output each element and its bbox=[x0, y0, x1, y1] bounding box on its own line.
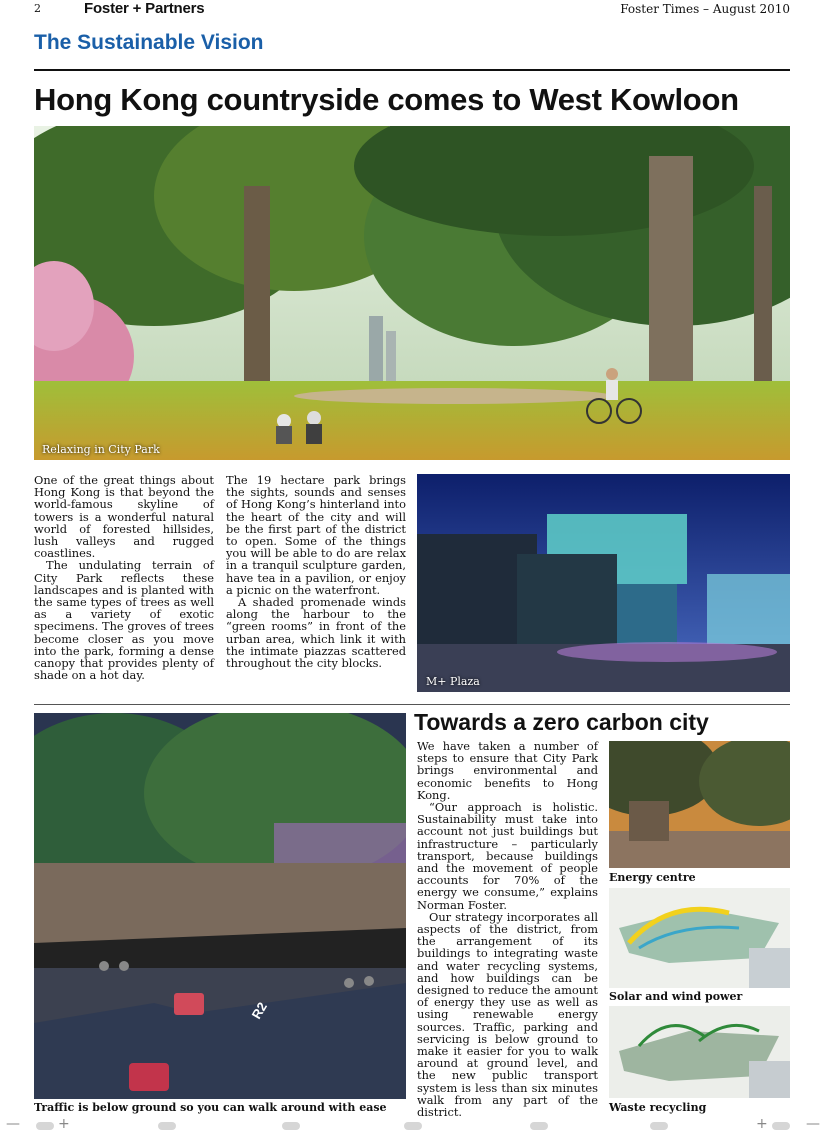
crosshair-icon: + bbox=[58, 1116, 70, 1132]
waste-recycling-caption: Waste recycling bbox=[609, 1101, 707, 1114]
crosshair-icon: + bbox=[756, 1116, 768, 1132]
article-paragraph: The undulating terrain of City Park reflects these landscapes and is planted with the same types of trees as well as a variety of exotic specimens. The groves of trees become closer as you move into the park, forming a dense canopy that provides plenty of shade on a hot day. bbox=[34, 558, 214, 683]
article-column-2 bbox=[226, 474, 406, 669]
registration-mark-icon: — bbox=[806, 1116, 820, 1132]
traffic-caption: Traffic is below ground so you can walk around with ease bbox=[34, 1101, 387, 1114]
page-number: 2 bbox=[34, 2, 41, 15]
waste-recycling-diagram bbox=[609, 1006, 790, 1098]
article-paragraph: A shaded promenade winds along the harbour to the “green rooms” in front of the urban area, which link it with the intimate piazzas scattered throughout the city blocks. bbox=[226, 595, 406, 671]
color-bar-icon bbox=[158, 1122, 176, 1130]
traffic-illustration bbox=[34, 713, 406, 1099]
solar-wind-diagram bbox=[609, 888, 790, 988]
section-title: The Sustainable Vision bbox=[34, 31, 264, 54]
article-paragraph: One of the great things about Hong Kong is that beyond the world-famous skyline of towers is a wonderful natural world of forested hillsides, lush valleys and rugged coastlines. bbox=[34, 473, 214, 561]
issue-date: Foster Times – August 2010 bbox=[620, 2, 790, 16]
print-marks bbox=[0, 1118, 825, 1136]
article-column-1 bbox=[34, 474, 214, 681]
zero-carbon-title: Towards a zero carbon city bbox=[414, 709, 709, 735]
plaza-illustration bbox=[417, 474, 790, 692]
header-rule bbox=[34, 69, 790, 71]
plaza-photo-caption: M+ Plaza bbox=[426, 675, 480, 688]
color-bar-icon bbox=[282, 1122, 300, 1130]
solar-wind-caption: Solar and wind power bbox=[609, 990, 743, 1003]
traffic-photo bbox=[34, 713, 406, 1099]
m-plus-plaza-photo bbox=[417, 474, 790, 692]
headline: Hong Kong countryside comes to West Kowloon bbox=[34, 82, 739, 117]
waste-recycling-illustration bbox=[609, 1006, 790, 1098]
road-sign-label: R2 bbox=[248, 999, 270, 1022]
running-header bbox=[34, 0, 790, 18]
zero-carbon-paragraph: Our strategy incorporates all aspects of the district, from the arrangement of its buildings to integrating waste and water recycling systems, and how buildings can be designed to reduce the amount of energy they use as well as using renewable energy sources. Traffic, parking and servicing is below ground to make it easier for you to walk around at ground level, and the new public transport system is less than six minutes walk from any part of the district. bbox=[417, 909, 598, 1120]
color-bar-icon bbox=[36, 1122, 54, 1130]
color-bar-icon bbox=[650, 1122, 668, 1130]
zero-carbon-text bbox=[417, 740, 598, 1118]
solar-wind-illustration bbox=[609, 888, 790, 988]
zero-carbon-paragraph: We have taken a number of steps to ensure that City Park brings environmental and economic benefits to Hong Kong. bbox=[417, 739, 598, 802]
zero-carbon-paragraph: “Our approach is holistic. Sustainability must take into account not just buildings but infrastructure – particularly transport, because buildings and the movement of people accounts for 70% of the energy we consume,” explains Norman Foster. bbox=[417, 800, 598, 912]
brand-name: Foster + Partners bbox=[84, 0, 205, 17]
energy-centre-caption: Energy centre bbox=[609, 871, 696, 884]
registration-mark-icon: — bbox=[6, 1116, 20, 1132]
section-divider bbox=[34, 704, 790, 705]
energy-centre-photo bbox=[609, 741, 790, 868]
city-park-photo bbox=[34, 126, 790, 460]
color-bar-icon bbox=[404, 1122, 422, 1130]
color-bar-icon bbox=[530, 1122, 548, 1130]
park-illustration bbox=[34, 126, 790, 460]
color-bar-icon bbox=[772, 1122, 790, 1130]
article-paragraph: The 19 hectare park brings the sights, sounds and senses of Hong Kong’s hinterland into the heart of the city and will be the first part of the district to open. Some of the things you will be able to do are relax in a tranquil sculpture garden, have tea in a pavilion, or enjoy a picnic on the waterfront. bbox=[226, 473, 406, 597]
energy-centre-illustration bbox=[609, 741, 790, 868]
park-photo-caption: Relaxing in City Park bbox=[42, 443, 160, 456]
